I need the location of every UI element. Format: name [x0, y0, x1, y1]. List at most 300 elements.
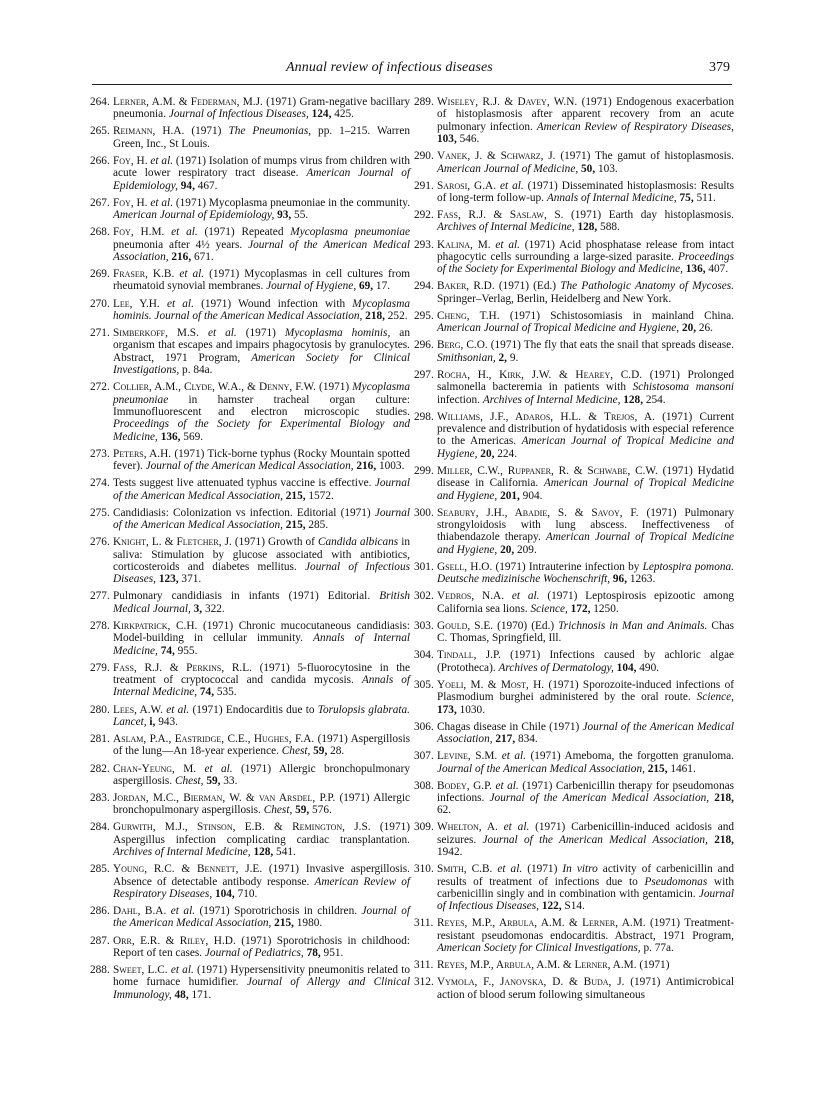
- italic-span: Journal of Hygiene,: [266, 280, 357, 293]
- italic-span: et al.: [204, 762, 233, 775]
- text-span: 834.: [515, 733, 538, 746]
- reference-entry: [414, 959, 734, 971]
- volume-number: 93,: [277, 209, 292, 222]
- italic-span: et al.: [495, 779, 519, 792]
- text-span: pp. 1–215. Warren Green, Inc., St Louis.: [113, 125, 410, 150]
- volume-number: 50,: [581, 162, 596, 175]
- reference-text: [437, 150, 734, 175]
- text-span: 1250.: [590, 602, 619, 615]
- reference-number: 297.: [414, 368, 434, 381]
- text-span: 1980.: [293, 917, 323, 930]
- reference-number: 268.: [90, 226, 110, 239]
- italic-span: Mycoplasma pneumoniae: [290, 226, 411, 239]
- reference-number: 279.: [90, 661, 110, 674]
- reference-entry: [414, 863, 734, 912]
- italic-span: Chest,: [174, 774, 204, 787]
- text-span: (1970) (Ed.): [493, 619, 559, 632]
- volume-number: 3,: [193, 602, 203, 615]
- reference-number: 285.: [90, 863, 110, 876]
- text-span: 103.: [595, 162, 618, 175]
- text-span: (1971) Tick-borne typhus (Rocky Mountain spotted fever).: [113, 447, 410, 473]
- text-span: 407.: [705, 263, 729, 276]
- authors: Collier, A.M., Clyde, W.A., & Denny, F.W.: [113, 381, 316, 394]
- reference-number: 302.: [414, 590, 434, 603]
- text-span: (1971) Sporozoite-induced infections of Plasmodium burghei administered by the oral route.: [437, 678, 734, 704]
- reference-text: [113, 662, 410, 699]
- text-span: (1971) Wound infection with: [193, 297, 353, 310]
- volume-number: 217,: [495, 733, 516, 746]
- volume-number: 104,: [616, 661, 637, 674]
- text-span: (1971) Allergic bronchopulmonary aspergillosis.: [113, 791, 411, 817]
- text-span: (1971) Carbenicillin-induced acidosis and seizures.: [437, 821, 735, 846]
- reference-entry: [414, 620, 734, 645]
- reference-text: [113, 96, 410, 121]
- reference-text: [113, 155, 410, 192]
- italic-span: Journal of Pediatrics,: [204, 946, 304, 959]
- authors: Vedros, N.A.: [437, 590, 505, 603]
- italic-span: et al.: [499, 179, 524, 192]
- reference-text: [437, 780, 734, 817]
- text-span: 1003.: [376, 460, 405, 473]
- text-span: (1971) Treatment-resistant pseudomonas endocarditis. Abstract, 1971 Program,: [437, 917, 734, 942]
- text-span: (1971) The fly that eats the snail that spreads disease.: [487, 339, 734, 352]
- volume-number: 215,: [285, 489, 306, 502]
- authors: Reimann, H.A.: [113, 125, 185, 138]
- text-span: (1971) Hydatid disease in California.: [437, 464, 734, 490]
- reference-entry: [90, 327, 410, 376]
- text-span: (1971) Pulmonary strongyloidosis with lung abscess. Ineffectiveness of thiabendazole therapy.: [437, 506, 734, 544]
- reference-number: 300.: [414, 506, 434, 519]
- text-span: (1971): [184, 125, 229, 138]
- volume-number: 48,: [174, 988, 189, 1001]
- reference-number: 278.: [90, 619, 110, 632]
- header-rule: [92, 84, 732, 85]
- italic-span: American Journal of Tropical Medicine and Hygiene,: [437, 435, 734, 460]
- reference-number: 286.: [90, 905, 110, 918]
- reference-entry: [414, 369, 734, 406]
- reference-entry: [414, 750, 734, 775]
- reference-entry: [90, 590, 410, 615]
- reference-number: 311.: [414, 917, 434, 930]
- reference-number: 282.: [90, 762, 110, 775]
- volume-number: 123,: [158, 573, 179, 586]
- italic-span: et al.: [150, 154, 174, 167]
- reference-text: [113, 268, 410, 293]
- italic-span: American Journal of Medicine,: [437, 162, 579, 175]
- reference-number: 306.: [414, 720, 434, 733]
- italic-span: Archives of Dermatology,: [498, 661, 614, 674]
- authors: Chan-Yeung, M.: [113, 762, 197, 775]
- reference-text: [437, 411, 734, 460]
- authors: Tindall, J.P.: [437, 649, 501, 662]
- reference-entry: [414, 561, 734, 586]
- reference-entry: [90, 448, 410, 473]
- text-span: 511.: [693, 192, 716, 204]
- reference-entry: [414, 976, 734, 1001]
- reference-number: 311.: [414, 959, 434, 972]
- reference-number: 309.: [414, 821, 434, 834]
- text-span: (1971) Prolonged salmonella bacteremia in patients with: [437, 368, 734, 394]
- reference-entry: [90, 381, 410, 443]
- reference-number: 283.: [90, 791, 110, 804]
- reference-text: [437, 917, 734, 954]
- italic-span: Journal of the American Medical Association,: [113, 506, 410, 532]
- italic-span: Smithsonian,: [437, 351, 496, 364]
- text-span: 28.: [327, 745, 345, 758]
- text-span: 171.: [188, 988, 212, 1001]
- volume-number: 75,: [679, 192, 694, 204]
- italic-span: The Pathologic Anatomy of Mycoses.: [560, 280, 734, 293]
- volume-number: 216,: [356, 460, 377, 473]
- text-span: (1971) Hypersensitivity pneumonitis related to home furnace humidifier.: [113, 964, 411, 989]
- volume-number: 20,: [681, 322, 697, 335]
- authors: Reyes, M.P., Arbula, A.M. & Lerner, A.M.: [437, 917, 646, 930]
- text-span: 1461.: [667, 762, 696, 775]
- authors: Simberkoff, M.S.: [113, 327, 199, 340]
- reference-number: 287.: [90, 934, 110, 947]
- text-span: (1971) Aspergillus infection complicating cardiac transplantation.: [113, 821, 410, 846]
- authors: Knight, L. & Fletcher, J.: [113, 536, 232, 549]
- reference-entry: [414, 280, 734, 305]
- page-number: 379: [709, 60, 730, 75]
- text-span: activity of carbenicillin and results of treatment of infections due to: [437, 863, 734, 888]
- italic-span: Pseudomonas: [644, 875, 708, 888]
- volume-number: 74,: [199, 686, 215, 699]
- reference-text: [437, 620, 734, 645]
- text-span: S14.: [561, 900, 585, 913]
- text-span: 535.: [214, 686, 237, 699]
- reference-entry: [90, 96, 410, 121]
- volume-number: 136,: [685, 263, 706, 276]
- text-span: 17.: [373, 280, 391, 293]
- volume-number: 215,: [647, 762, 668, 775]
- italic-span: Mycoplasma pneumoniae: [113, 381, 410, 406]
- text-span: 569.: [180, 430, 204, 443]
- italic-span: Journal of the American Medical Association,: [113, 905, 410, 930]
- reference-number: 288.: [90, 964, 110, 977]
- authors: Vymola, F., Janovska, D. & Buda, J.: [437, 976, 625, 989]
- reference-entry: [414, 780, 734, 817]
- italic-span: American Journal of Epidemiology,: [113, 167, 410, 192]
- running-header: [90, 56, 730, 80]
- text-span: (1971) Earth day histoplasmosis.: [563, 209, 734, 222]
- reference-entry: [90, 662, 410, 699]
- reference-number: 305.: [414, 678, 434, 691]
- reference-entry: [90, 477, 410, 502]
- authors: Levine, S.M.: [437, 750, 498, 763]
- text-span: (1971) Schistosomiasis in mainland China.: [499, 309, 734, 322]
- authors: Wiseley, R.J. & Davey, W.N.: [437, 96, 578, 108]
- text-span: (1971): [522, 863, 563, 876]
- italic-span: Annals of Internal Medicine,: [546, 192, 677, 204]
- italic-span: American Journal of Tropical Medicine and Hygiene,: [437, 322, 680, 335]
- text-span: (1971) Leptospirosis epizootic among California sea lions.: [437, 590, 734, 615]
- reference-number: 293.: [414, 238, 434, 251]
- reference-text: [437, 750, 734, 775]
- text-span: 546.: [456, 133, 480, 146]
- reference-text: [437, 369, 734, 406]
- text-span: 951.: [320, 946, 344, 959]
- reference-text: [437, 310, 734, 335]
- italic-span: Journal of Allergy and Clinical Immunology,: [113, 976, 410, 1001]
- italic-span: Proceedings of the Society for Experimental Biology and Medicine,: [113, 418, 410, 443]
- volume-number: 128,: [623, 393, 644, 406]
- italic-span: et al.: [150, 196, 174, 209]
- italic-span: Science,: [530, 602, 568, 615]
- italic-span: Science,: [696, 691, 734, 704]
- italic-span: American Review of Respiratory Diseases,: [536, 120, 734, 133]
- text-span: (1971) Sporotrichosis in children.: [195, 905, 362, 918]
- italic-span: Leptospira pomona. Deutsche medizinische Wochenschrift,: [437, 560, 734, 586]
- text-span: (1971) Sporotrichosis in childhood: Report of ten cases.: [113, 934, 410, 959]
- italic-span: Journal of the American Medical Association,: [482, 833, 708, 846]
- volume-number: 20,: [500, 543, 515, 556]
- volume-number: 74,: [160, 644, 175, 657]
- reference-number: 304.: [414, 649, 434, 662]
- italic-span: In vitro: [562, 863, 598, 876]
- reference-entry: [90, 226, 410, 263]
- text-span: (1971) Allergic bronchopulmonary aspergillosis.: [113, 762, 410, 787]
- volume-number: 128,: [577, 221, 598, 234]
- text-span: (1971): [636, 959, 670, 972]
- reference-entry: [90, 792, 410, 817]
- reference-entry: [414, 339, 734, 364]
- reference-entry: [414, 209, 734, 234]
- italic-span: Candida albicans: [317, 536, 399, 549]
- reference-number: 276.: [90, 536, 110, 549]
- volume-number: 78,: [306, 946, 321, 959]
- reference-column-left: [90, 96, 410, 1006]
- italic-span: Chest,: [263, 804, 293, 817]
- authors: Whelton, A.: [437, 821, 498, 834]
- text-span: 1030.: [456, 703, 486, 716]
- text-span: 490.: [636, 661, 660, 674]
- italic-span: et al.: [207, 327, 237, 340]
- reference-number: 294.: [414, 280, 434, 293]
- authors: Sweet, L.C.: [113, 964, 168, 977]
- reference-number: 272.: [90, 381, 110, 394]
- text-span: Chas C. Thomas, Springfield, Ill.: [437, 619, 735, 645]
- reference-text: [437, 96, 734, 145]
- italic-span: Journal of the American Medical Association,: [113, 238, 410, 263]
- reference-number: 296.: [414, 339, 434, 352]
- reference-text: [113, 792, 410, 817]
- volume-number: 20,: [480, 447, 495, 460]
- reference-number: 281.: [90, 733, 110, 746]
- authors: Gurwith, M.J., Stinson, E.B. & Remington, J.S.: [113, 821, 371, 834]
- authors: Fass, R.J. & Saslaw, S.: [437, 209, 564, 222]
- reference-number: 298.: [414, 410, 434, 423]
- text-span: (1971) Current prevalence and distribution of hydatidosis with especial reference to the Americas.: [437, 410, 734, 448]
- italic-span: Archives of Internal Medicine,: [482, 393, 621, 406]
- text-span: [199, 327, 208, 339]
- reference-text: [113, 590, 410, 615]
- reference-number: 299.: [414, 464, 434, 477]
- italic-span: The Pneumonias,: [228, 125, 312, 138]
- authors: Peters, A.H.: [113, 447, 172, 460]
- text-span: 55.: [291, 209, 309, 222]
- authors: Dahl, B.A.: [113, 905, 167, 918]
- text-span: 209.: [514, 543, 537, 556]
- reference-column-right: [414, 96, 734, 1006]
- text-span: 62.: [437, 804, 452, 817]
- italic-span: American Journal of Epidemiology,: [113, 209, 275, 222]
- reference-entry: [90, 935, 410, 960]
- text-span: (1971) Ameboma, the forgotten granuloma.: [525, 750, 734, 763]
- reference-number: 269.: [90, 268, 110, 281]
- running-title: Annual review of infectious diseases: [286, 60, 493, 75]
- reference-text: [113, 704, 410, 729]
- reference-text: [437, 465, 734, 502]
- text-span: (1971) Carbenicillin therapy for pseudomonas infections.: [437, 779, 735, 804]
- text-span: 671.: [191, 250, 214, 263]
- text-span: (1971) The gamut of histoplasmosis.: [555, 150, 734, 163]
- authors: Reyes, M.P., Arbula, A.M. & Lerner, A.M.: [437, 959, 637, 972]
- reference-text: [437, 863, 734, 912]
- reference-number: 267.: [90, 196, 110, 209]
- text-span: Tests suggest live attenuated typhus vaccine is effective.: [113, 477, 375, 490]
- text-span: 252.: [384, 309, 408, 322]
- reference-text: [113, 448, 410, 473]
- reference-number: 292.: [414, 209, 434, 222]
- text-span: Pulmonary candidiasis in infants (1971) Editorial.: [113, 590, 380, 603]
- italic-span: Proceedings of the Society for Experimental Biology and Medicine,: [437, 250, 734, 276]
- text-span: 955.: [174, 644, 198, 657]
- italic-span: Journal of Infectious Diseases,: [113, 560, 410, 586]
- text-span: 710.: [234, 887, 258, 900]
- italic-span: American Society for Clinical Investigations,: [113, 351, 411, 377]
- reference-entry: [414, 590, 734, 615]
- italic-span: Journal of the American Medical Association,: [113, 477, 410, 502]
- text-span: Candidiasis: Colonization vs infection. Editorial (1971): [113, 506, 375, 519]
- italic-span: American Society for Clinical Investigations,: [437, 942, 641, 955]
- reference-text: [437, 239, 734, 276]
- reference-entry: [90, 298, 410, 323]
- text-span: 541.: [273, 846, 296, 859]
- reference-text: [437, 649, 734, 674]
- authors: Bodey, G.P.: [437, 779, 492, 792]
- authors: Baker, R.D.: [437, 280, 495, 293]
- authors: Fraser, K.B.: [113, 268, 175, 281]
- reference-number: 307.: [414, 750, 434, 763]
- reference-entry: [414, 180, 734, 205]
- italic-span: et al.: [179, 268, 205, 281]
- italic-span: Annals of Internal Medicine,: [113, 674, 410, 699]
- reference-text: [437, 959, 734, 971]
- reference-text: [113, 477, 410, 502]
- reference-text: [113, 327, 410, 376]
- reference-entry: [414, 411, 734, 460]
- volume-number: 103,: [437, 133, 457, 146]
- text-span: 1572.: [305, 489, 334, 502]
- text-span: (1971) Isolation of mumps virus from children with acute lower respiratory tract disease.: [113, 154, 411, 180]
- reference-entry: [90, 905, 410, 930]
- italic-span: Journal of Infectious Diseases,: [437, 887, 734, 913]
- reference-number: 308.: [414, 779, 434, 792]
- italic-span: British Medical Journal,: [113, 590, 410, 615]
- reference-entry: [414, 150, 734, 175]
- reference-number: 310.: [414, 863, 434, 876]
- reference-text: [437, 821, 734, 858]
- authors: Williams, J.F., Adaros, H.L. & Trejos, A.: [437, 410, 655, 423]
- authors: Fass, R.J. & Perkins, R.L.: [113, 661, 252, 674]
- reference-entry: [414, 721, 734, 746]
- reference-number: 277.: [90, 590, 110, 603]
- text-span: 1942.: [437, 846, 463, 859]
- reference-entry: [90, 197, 410, 222]
- reference-number: 271.: [90, 327, 110, 340]
- reference-text: [113, 125, 410, 150]
- volume-number: 2,: [498, 351, 507, 364]
- volume-number: 124,: [311, 108, 332, 121]
- text-span: (1971) Growth of: [231, 536, 318, 549]
- text-span: [504, 590, 512, 602]
- text-span: 1263.: [627, 573, 656, 586]
- text-span: (1971) Mycoplasma pneumoniae in the community.: [173, 196, 411, 209]
- text-span: (1971) Endocarditis due to: [189, 703, 318, 716]
- volume-number: 59,: [206, 774, 221, 787]
- authors: Seabury, J.H., Abadie, S. & Savoy, F.: [437, 506, 639, 519]
- text-span: infection.: [437, 393, 483, 406]
- authors: Lees, A.W.: [113, 703, 163, 716]
- italic-span: Mycoplasma hominis. Journal of the American Medical Association,: [113, 297, 411, 322]
- authors: Rocha, H., Kirk, J.W. & Hearey, C.D.: [437, 368, 643, 381]
- italic-span: et al.: [171, 226, 198, 239]
- reference-text: [113, 905, 410, 930]
- text-span: Springer–Verlag, Berlin, Heidelberg and New York.: [437, 292, 672, 305]
- reference-entry: [90, 863, 410, 900]
- text-span: Chagas disease in Chile (1971): [437, 720, 583, 733]
- reference-entry: [414, 465, 734, 502]
- reference-number: 284.: [90, 821, 110, 834]
- reference-text: [113, 733, 410, 758]
- reference-number: 274.: [90, 477, 110, 490]
- authors: Foy, H.: [113, 154, 148, 167]
- italic-span: Journal of the American Medical Association,: [437, 720, 734, 746]
- text-span: 254.: [643, 393, 666, 406]
- italic-span: Journal of the American Medical Association,: [145, 460, 354, 473]
- italic-span: Archives of Internal Medicine,: [113, 846, 251, 859]
- reference-number: 290.: [414, 150, 434, 163]
- reference-number: 280.: [90, 703, 110, 716]
- text-span: 322.: [202, 602, 225, 615]
- text-span: 224.: [494, 447, 518, 460]
- authors: Foy, H.M.: [113, 226, 165, 239]
- volume-number: 94,: [180, 179, 195, 192]
- text-span: (1971): [315, 381, 353, 394]
- text-span: 26.: [696, 322, 714, 335]
- reference-text: [437, 561, 734, 586]
- reference-text: [113, 935, 410, 960]
- reference-text: [113, 863, 410, 900]
- volume-number: i,: [149, 715, 156, 728]
- italic-span: Journal of the American Medical Association,: [437, 762, 645, 775]
- text-span: 943.: [155, 715, 178, 728]
- reference-text: [437, 339, 734, 364]
- volume-number: 218,: [714, 791, 735, 804]
- reference-entry: [414, 821, 734, 858]
- reference-entry: [90, 155, 410, 192]
- reference-text: [113, 964, 410, 1001]
- italic-span: Journal of the American Medical Association,: [489, 791, 710, 804]
- text-span: (1971) Invasive aspergillosis. Absence of detectable antibody response.: [113, 863, 410, 888]
- reference-text: [113, 298, 410, 323]
- reference-text: [437, 590, 734, 615]
- text-span: 588.: [597, 221, 620, 234]
- italic-span: American Journal of Tropical Medicine and Hygiene,: [437, 531, 735, 556]
- italic-span: Chest,: [281, 745, 311, 758]
- authors: Young, R.C. & Bennett, J.E.: [113, 863, 263, 876]
